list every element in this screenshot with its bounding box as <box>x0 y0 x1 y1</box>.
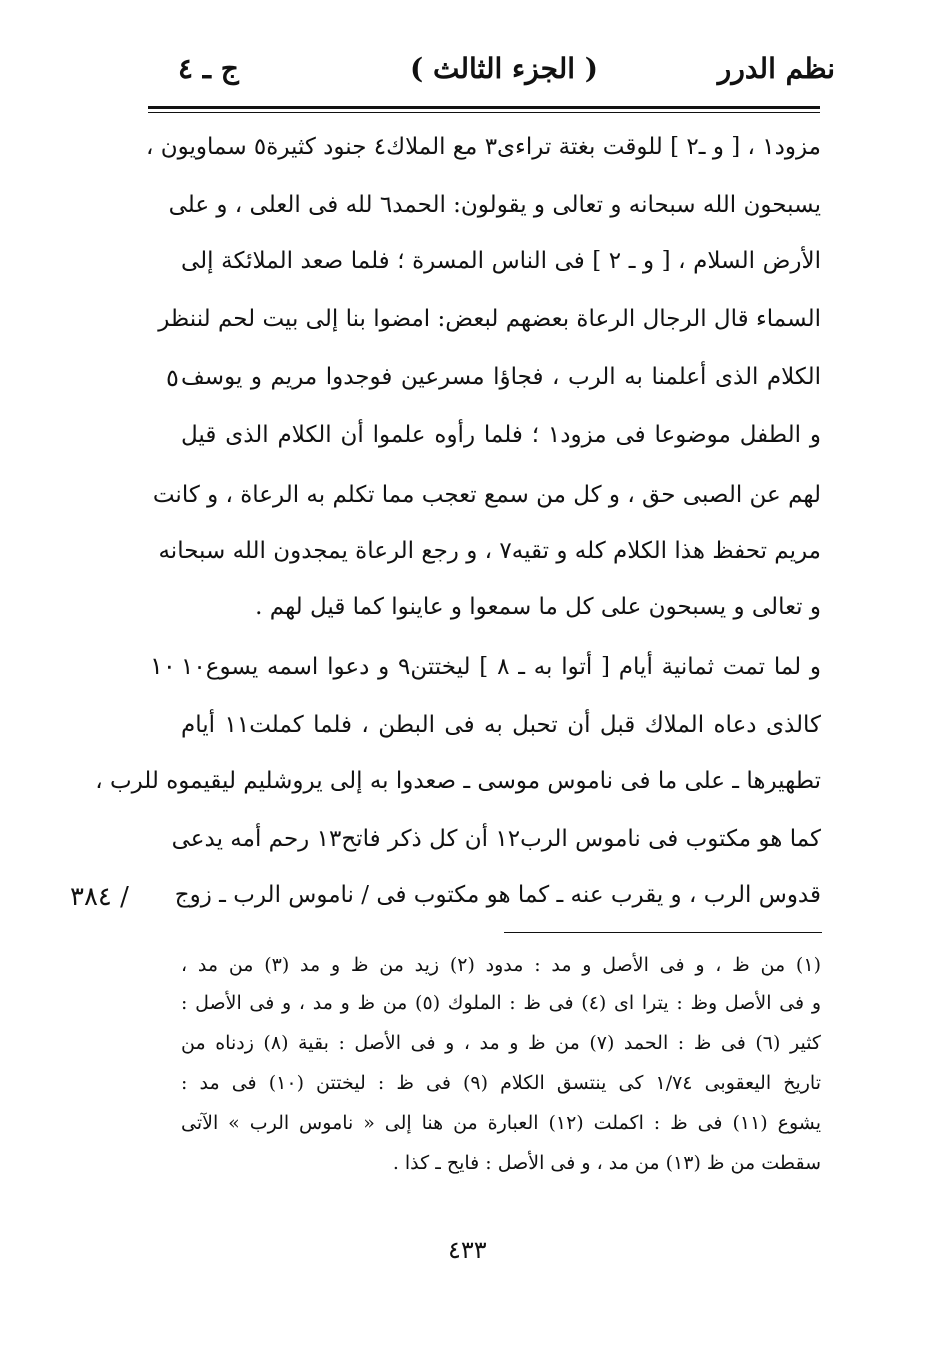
footnote-line: كثير (٦) فى ظ : الحمد (٧) من ظ و مد ، و فى الأصل : بقية (٨) زدناه من <box>181 1032 821 1054</box>
footnote-rule <box>504 932 822 933</box>
line-number-10: ١٠ <box>150 652 176 680</box>
body-line: مزود١ ، [ و ـ٢ ] للوقت بغتة تراءى٣ مع الملاك٤ جنود كثيرة٥ سماويون ، <box>146 134 821 160</box>
footnote-line: و فى الأصل وظ : يترا اى (٤) فى ظ : الملوك (٥) من ظ و مد ، و فى الأصل : <box>181 992 822 1014</box>
body-line: و تعالى و يسبحون على كل ما سمعوا و عاينوا كما قيل لهم . <box>255 594 821 620</box>
footnote-line: (١) من ظ ، و فى الأصل و مد : مدود (٢) زيد من ظ و مد (٣) من مد ، <box>181 954 821 976</box>
margin-page-reference: / ٣٨٤ <box>70 882 129 912</box>
body-line: كالذى دعاه الملاك قبل أن تحبل به فى البطن ، فلما كملت١١ أيام <box>181 712 822 738</box>
part-title: ( الجزء الثالث ) <box>410 52 599 85</box>
footnote-line: سقطت من ظ (١٣) من مد ، و فى الأصل : فايح ـ كذا . <box>392 1152 821 1174</box>
body-line: يسبحون الله سبحانه و تعالى و يقولون: الحمد٦ لله فى العلى ، و على <box>168 192 821 218</box>
body-line: الكلام الذى أعلمنا به الرب ، فجاؤا مسرعين فوجدوا مريم و يوسف <box>181 364 821 390</box>
body-line: الأرض السلام ، [ و ـ ٢ ] فى الناس المسرة ؛ فلما صعد الملائكة إلى <box>181 248 821 274</box>
footnote-line: تاريخ اليعقوبى ١/٧٤ كى ينتسق الكلام (٩) فى ظ : ليختتن (١٠) فى مد : <box>181 1072 822 1094</box>
body-line: قدوس الرب ، و يقرب عنه ـ كما هو مكتوب فى / ناموس الرب ـ زوج <box>174 882 821 908</box>
footnote-line: يشوع (١١) فى ظ : اكملت (١٢) العبارة من هنا إلى « ناموس الرب » الآتى <box>181 1112 822 1134</box>
body-line: و لما تمت ثمانية أيام [ أتوا به ـ ٨ ] ليختتن٩ و دعوا اسمه يسوع١٠ <box>181 654 822 680</box>
body-line: لهم عن الصبى حق ، و كل من سمع تعجب مما تكلم به الرعاة ، و كانت <box>152 482 821 508</box>
header-rule-thin <box>148 112 820 113</box>
body-line: تطهيرها ـ على ما فى ناموس موسى ـ صعدوا به إلى يروشليم ليقيموه للرب ، <box>95 768 821 794</box>
body-line: و الطفل موضوعا فى مزود١ ؛ فلما رأوه علموا أن الكلام الذى قيل <box>181 422 821 448</box>
book-title: نظم الدرر <box>717 52 835 85</box>
body-line: كما هو مكتوب فى ناموس الرب١٢ أن كل ذكر فاتح١٣ رحم أمه يدعى <box>171 826 821 852</box>
body-line: السماء قال الرجال الرعاة بعضهم لبعض: امضوا بنا إلى بيت لحم لننظر <box>158 306 821 332</box>
body-line: مريم تحفظ هذا الكلام كله و تقيه٧ ، و رجع الرعاة يمجدون الله سبحانه <box>158 538 821 564</box>
line-number-5: ٥ <box>166 364 179 392</box>
header-rule <box>148 106 820 109</box>
volume-label: ج ـ ٤ <box>178 52 239 85</box>
page-number: ٤٣٣ <box>448 1236 487 1264</box>
